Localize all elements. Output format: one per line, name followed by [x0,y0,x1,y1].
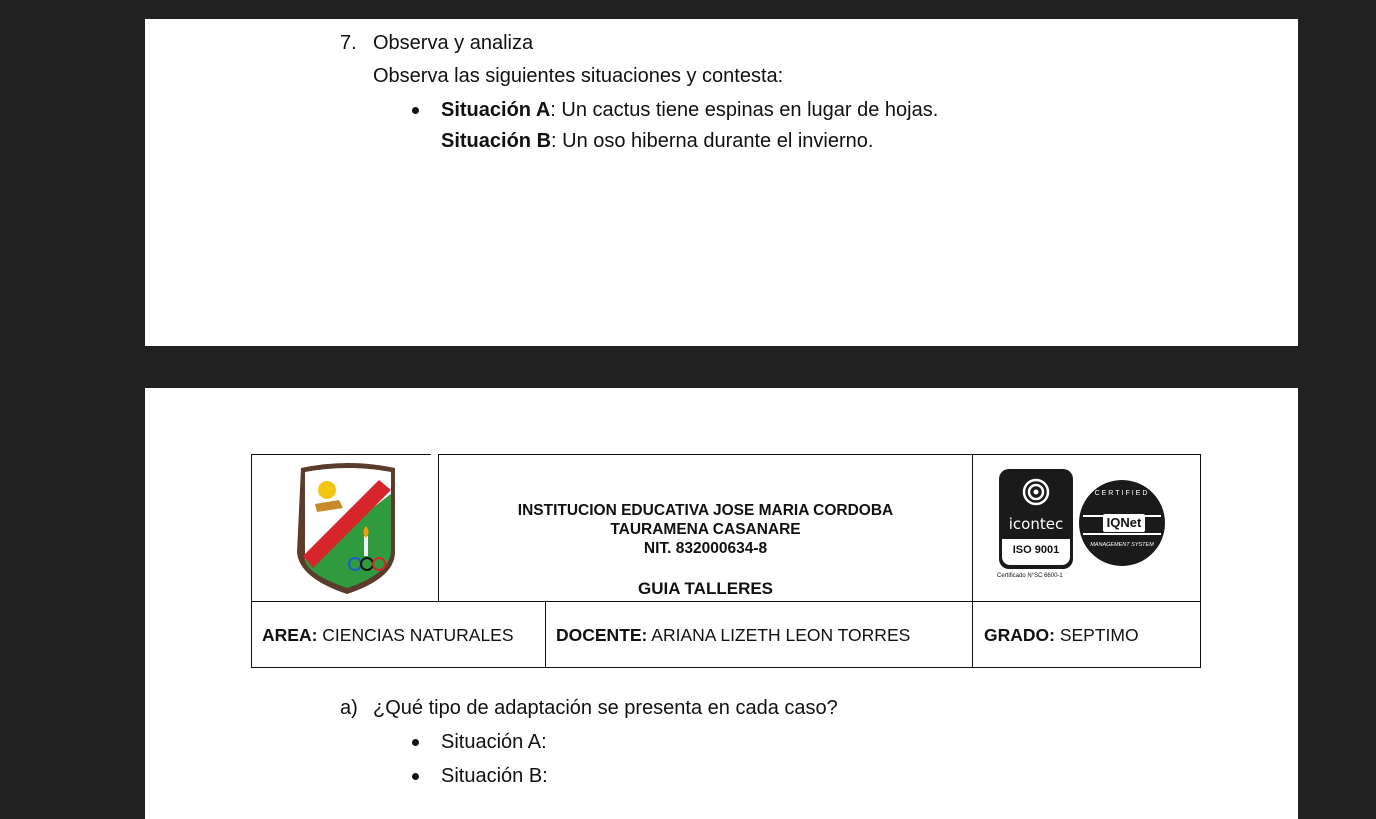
situation-b-text: : Un oso hiberna durante el invierno. [551,130,874,152]
teacher-value: ARIANA LIZETH LEON TORRES [647,625,911,645]
situation-a-label: Situación A [441,99,551,121]
iqnet-bottom: MANAGEMENT SYSTEM [1090,542,1154,548]
area-cell [262,625,514,645]
header-table [251,454,1201,668]
answer-situation-a: Situación A: [441,731,547,753]
teacher-label: DOCENTE: [556,625,648,645]
area-value: CIENCIAS NATURALES [317,625,514,645]
institution-name: INSTITUCION EDUCATIVA JOSE MARIA CORDOBA [517,502,894,519]
icontec-mark-icon [1021,477,1051,507]
answer-situation-b: Situación B: [441,765,548,787]
situation-b-label: Situación B [441,130,552,152]
situation-a-text: : Un cactus tiene espinas en lugar de hojas. [550,99,939,121]
area-label: AREA: [262,625,318,645]
iqnet-name: IQNet [1103,514,1145,532]
grade-value: SEPTIMO [1054,625,1139,645]
grade-cell [984,625,1139,645]
guide-title: GUIA TALLERES [637,579,774,598]
teacher-cell [556,625,910,645]
bullet-icon [412,773,419,780]
question-title: Observa y analiza [373,32,534,54]
document-page-2 [145,388,1298,819]
institution-location: TAURAMENA CASANARE [610,521,801,538]
document-page-1 [145,19,1298,346]
situation-a [441,98,938,122]
certificate-number: Certificado N°SC 6600-1 [997,573,1063,579]
bullet-icon [412,739,419,746]
iqnet-top: CERTIFIED [1094,490,1150,497]
situation-b [441,129,873,153]
iso-label: ISO 9001 [1012,544,1060,556]
subquestion-letter: a) [340,697,358,719]
iqnet-logo [1079,480,1165,566]
grade-label: GRADO: [984,625,1055,645]
question-number: 7. [340,32,357,54]
bullet-icon [412,107,419,114]
institution-nit: NIT. 832000634-8 [643,540,768,557]
instruction-text: Observa las siguientes situaciones y contesta: [373,65,784,87]
subquestion-text: ¿Qué tipo de adaptación se presenta en cada caso? [373,697,838,719]
icontec-logo [999,469,1073,569]
school-shield-logo [293,460,399,596]
icontec-brand: icontec [1008,515,1064,533]
